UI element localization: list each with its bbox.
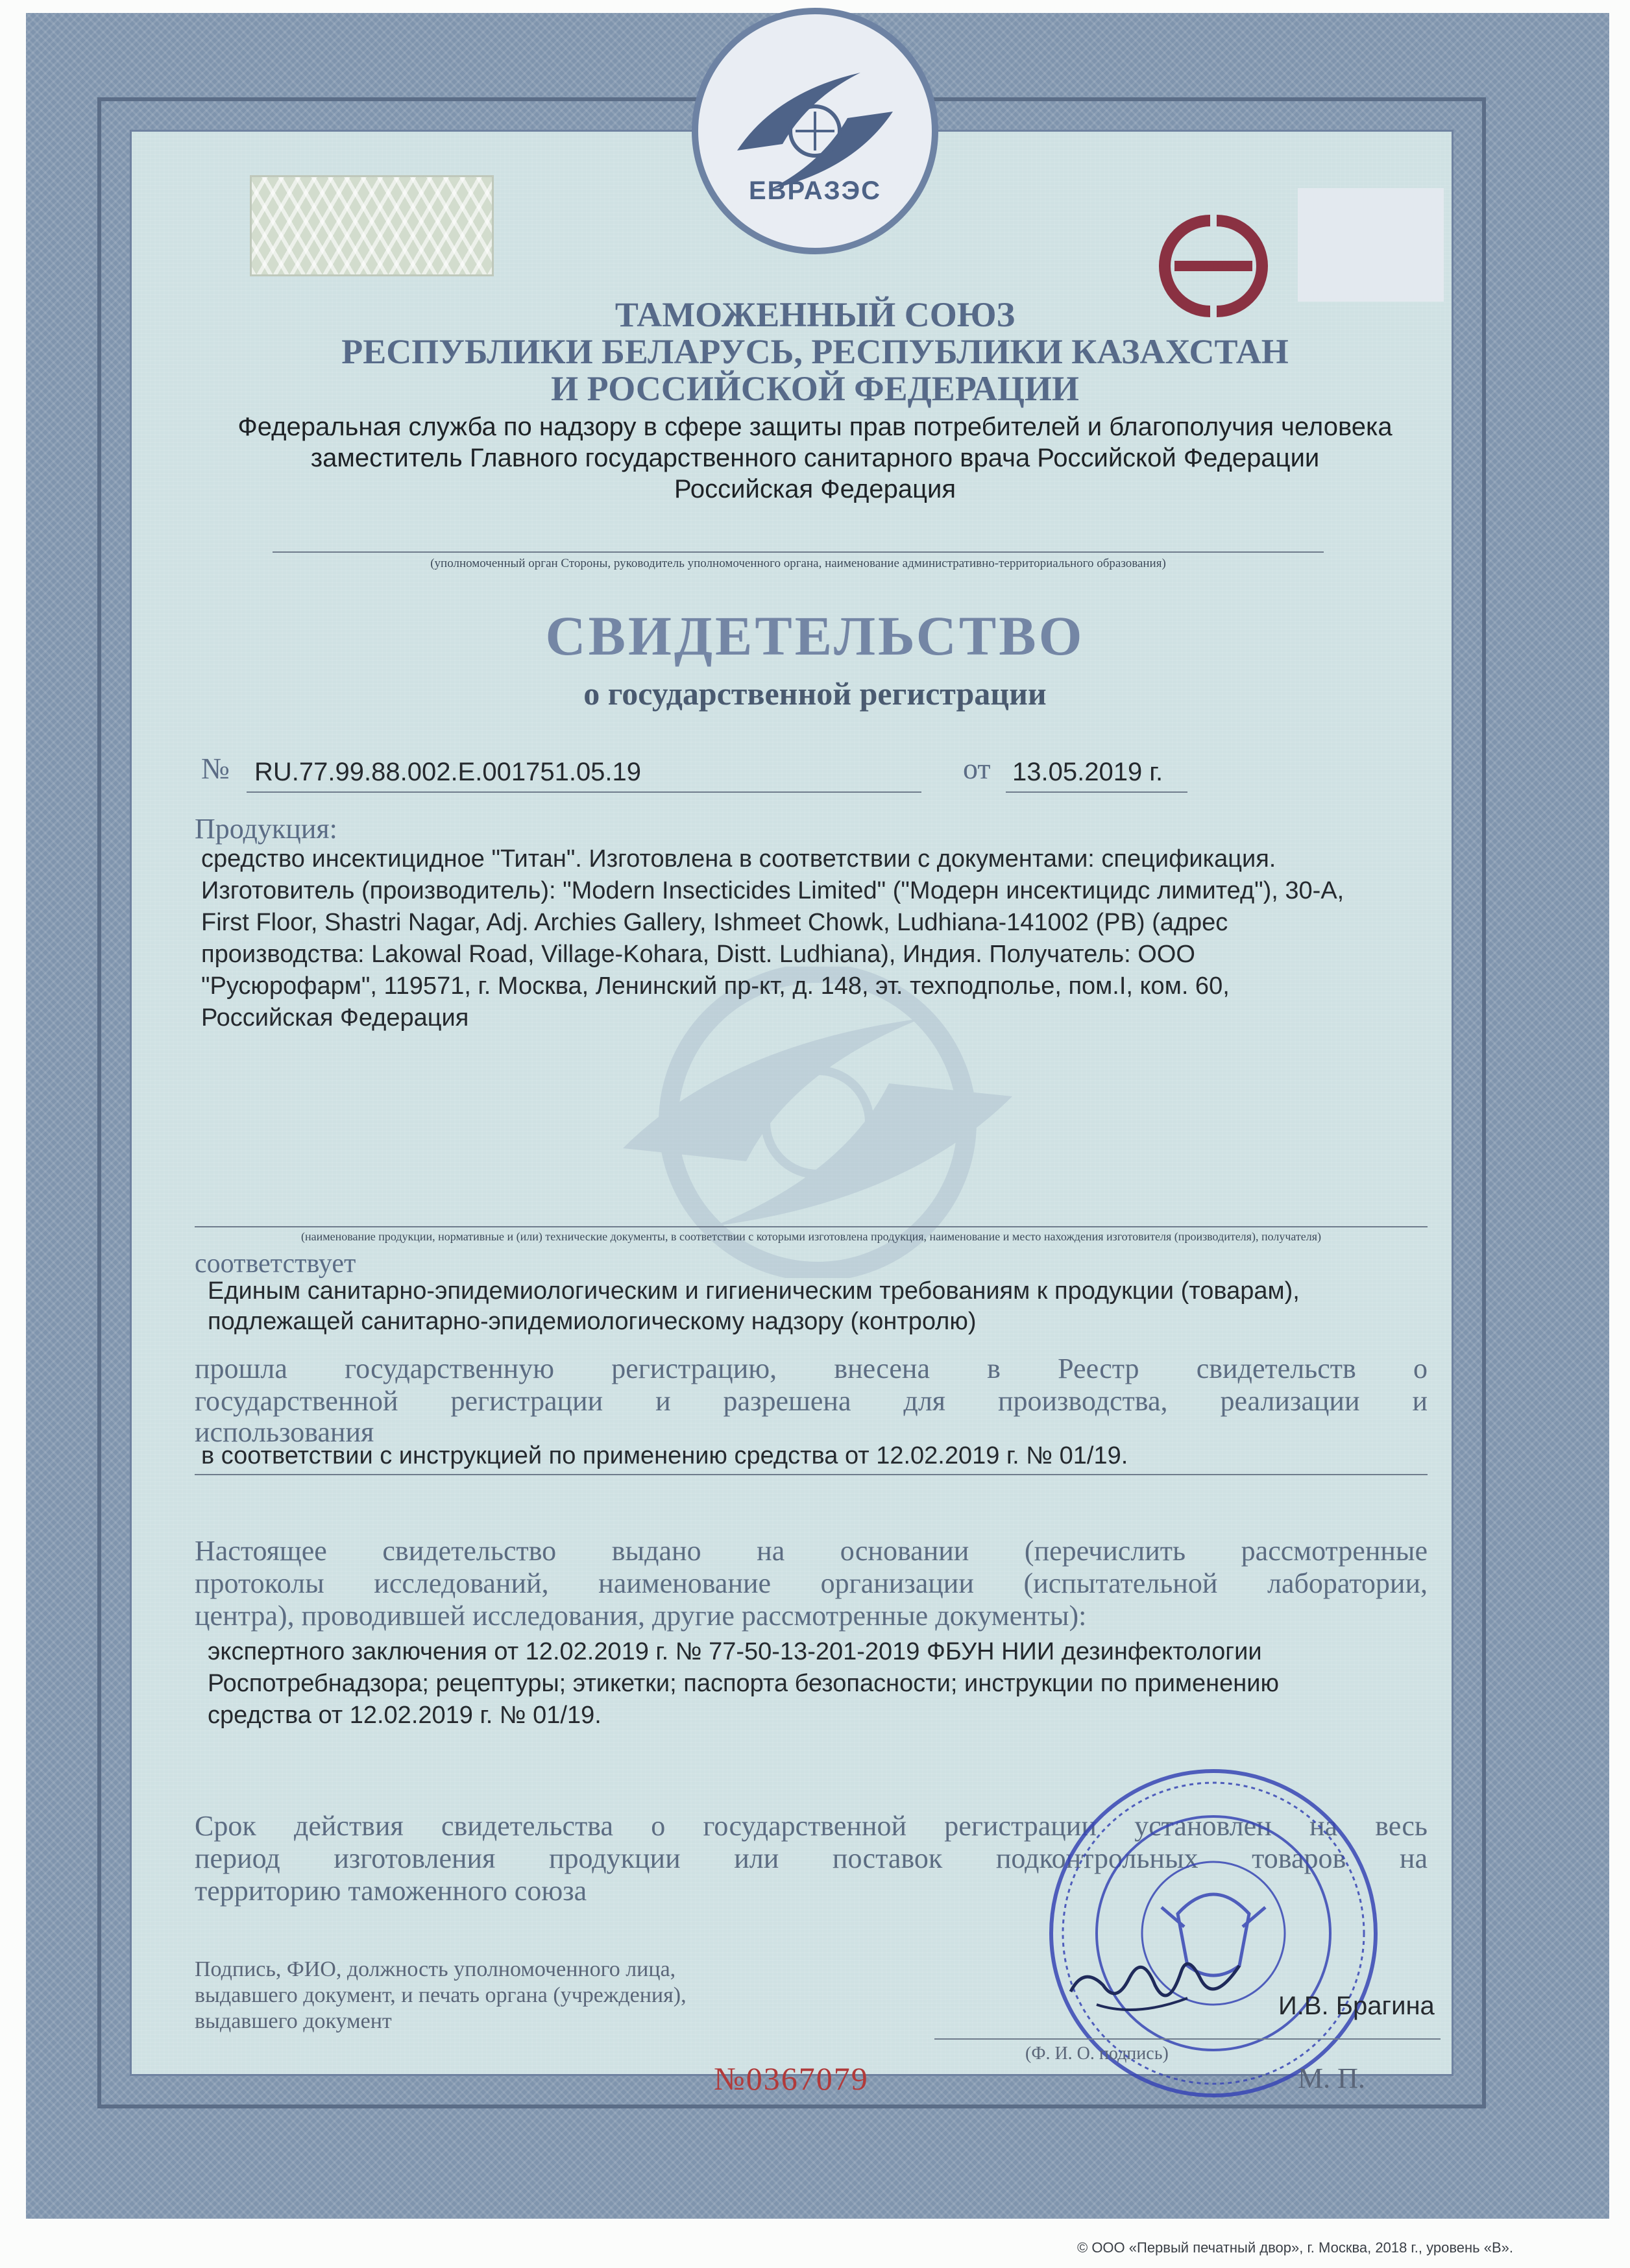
conformity-label: соответствует (195, 1249, 356, 1279)
number-label: № (201, 752, 230, 785)
registration-line-1: прошла государственную регистрацию, внесена в Реестр свидетельств о (195, 1353, 1428, 1384)
validity-line-2: период изготовления продукции или поставок подконтрольных товаров на (195, 1842, 1428, 1874)
product-line-5: "Русюрофарм", 119571, г. Москва, Ленинский пр-кт, д. 148, эт. техподполье, пом.I, ком. 60, (201, 972, 1230, 1000)
signature-label-line-1: Подпись, ФИО, должность уполномоченного лица, (195, 1957, 676, 1981)
signature-mark (1058, 1940, 1252, 2040)
registration-line-2: государственной регистрации и разрешена для производства, реализации и (195, 1385, 1428, 1417)
product-caption: (наименование продукции, нормативные и (или) технические документы, в соответствии с которыми изготовлена продукция, наименование и место нахождения изготовителя (производителя), получателя) (300, 1230, 1322, 1243)
basis-line-3: центра), проводившей исследования, другие рассмотренные документы): (195, 1600, 1087, 1632)
product-line-6: Российская Федерация (201, 1004, 469, 1031)
document-title: СВИДЕТЕЛЬСТВО (545, 605, 1085, 667)
stamp-place: М. П. (1298, 2062, 1365, 2094)
union-title-line-3: И РОССИЙСКОЙ ФЕДЕРАЦИИ (551, 369, 1079, 408)
authority-line-2: заместитель Главного государственного санитарного врача Российской Федерации (310, 444, 1320, 472)
union-title-line-2: РЕСПУБЛИКИ БЕЛАРУСЬ, РЕСПУБЛИКИ КАЗАХСТАН (341, 332, 1289, 371)
basis-value-line-2: Роспотребнадзора; рецептуры; этикетки; паспорта безопасности; инструкции по применению (208, 1670, 1280, 1697)
signatory-name: И.В. Брагина (1278, 1992, 1435, 2020)
product-label: Продукция: (195, 813, 337, 845)
basis-line-2: протоколы исследований, наименование организации (испытательной лаборатории, (195, 1567, 1428, 1599)
registration-usage: в соответствии с инструкцией по применению средства от 12.02.2019 г. № 01/19. (201, 1442, 1128, 1469)
date-label: от (963, 752, 991, 785)
number-rule (247, 791, 921, 793)
certificate-number: RU.77.99.88.002.E.001751.05.19 (254, 758, 642, 786)
validity-line-3: территорию таможенного союза (195, 1875, 587, 1907)
conformity-line-1: Единым санитарно-эпидемиологическим и гигиеническим требованиям к продукции (товарам), (208, 1277, 1300, 1305)
eurasec-emblem-icon (698, 14, 932, 248)
authority-caption: (уполномоченный орган Стороны, руководитель уполномоченного органа, наименование административно-территориального образования) (430, 557, 1166, 570)
corner-box (1298, 188, 1444, 302)
basis-line-1: Настоящее свидетельство выдано на основании (перечислить рассмотренные (195, 1535, 1428, 1567)
emblem-label: ЕВРАЗЭС (748, 176, 882, 205)
product-line-1: средство инсектицидное "Титан". Изготовлена в соответствии с документами: спецификация. (201, 845, 1276, 873)
signature-label-line-2: выдавшего документ, и печать органа (учреждения), (195, 1983, 687, 2007)
date-rule (1006, 791, 1187, 793)
printer-credit: © ООО «Первый печатный двор», г. Москва, 2018 г., уровень «В». (1077, 2239, 1513, 2256)
usage-rule (195, 1474, 1428, 1475)
eurasec-emblem (692, 8, 938, 254)
product-line-2: Изготовитель (производитель): "Modern Insecticides Limited" ("Модерн инсектицидс лимитед"), 30-А, (201, 877, 1344, 904)
signature-rule (934, 2038, 1441, 2040)
signatory-caption: (Ф. И. О. подпись) (1025, 2044, 1169, 2064)
validity-line-1: Срок действия свидетельства о государственной регистрации установлен на весь (195, 1810, 1428, 1842)
certificate-date: 13.05.2019 г. (1012, 758, 1163, 786)
union-title-line-1: ТАМОЖЕННЫЙ СОЮЗ (614, 295, 1016, 334)
registration-line-3: использования (195, 1416, 374, 1448)
product-rule (195, 1226, 1428, 1227)
authority-rule (273, 551, 1324, 553)
conformity-line-2: подлежащей санитарно-эпидемиологическому надзору (контролю) (208, 1308, 977, 1335)
serial-number: №0367079 (714, 2060, 869, 2097)
product-line-4: производства: Lakowal Road, Village-Kohara, Distt. Ludhiana), Индия. Получатель: ООО (201, 941, 1195, 968)
basis-value-line-1: экспертного заключения от 12.02.2019 г. № 77-50-13-201-2019 ФБУН НИИ дезинфектологии (208, 1638, 1262, 1665)
basis-value-line-3: средства от 12.02.2019 г. № 01/19. (208, 1702, 602, 1729)
handwritten-signature (1058, 1940, 1252, 2037)
hologram-strip (250, 175, 494, 276)
authority-line-1: Федеральная служба по надзору в сфере защиты прав потребителей и благополучия человека (237, 413, 1393, 441)
product-line-3: First Floor, Shastri Nagar, Adj. Archies Gallery, Ishmeet Chowk, Ludhiana-141002 (PB) (адрес (201, 909, 1228, 936)
authority-line-3: Российская Федерация (674, 475, 956, 503)
document-subtitle: о государственной регистрации (583, 675, 1047, 712)
signature-label-line-3: выдавшего документ (195, 2009, 392, 2033)
